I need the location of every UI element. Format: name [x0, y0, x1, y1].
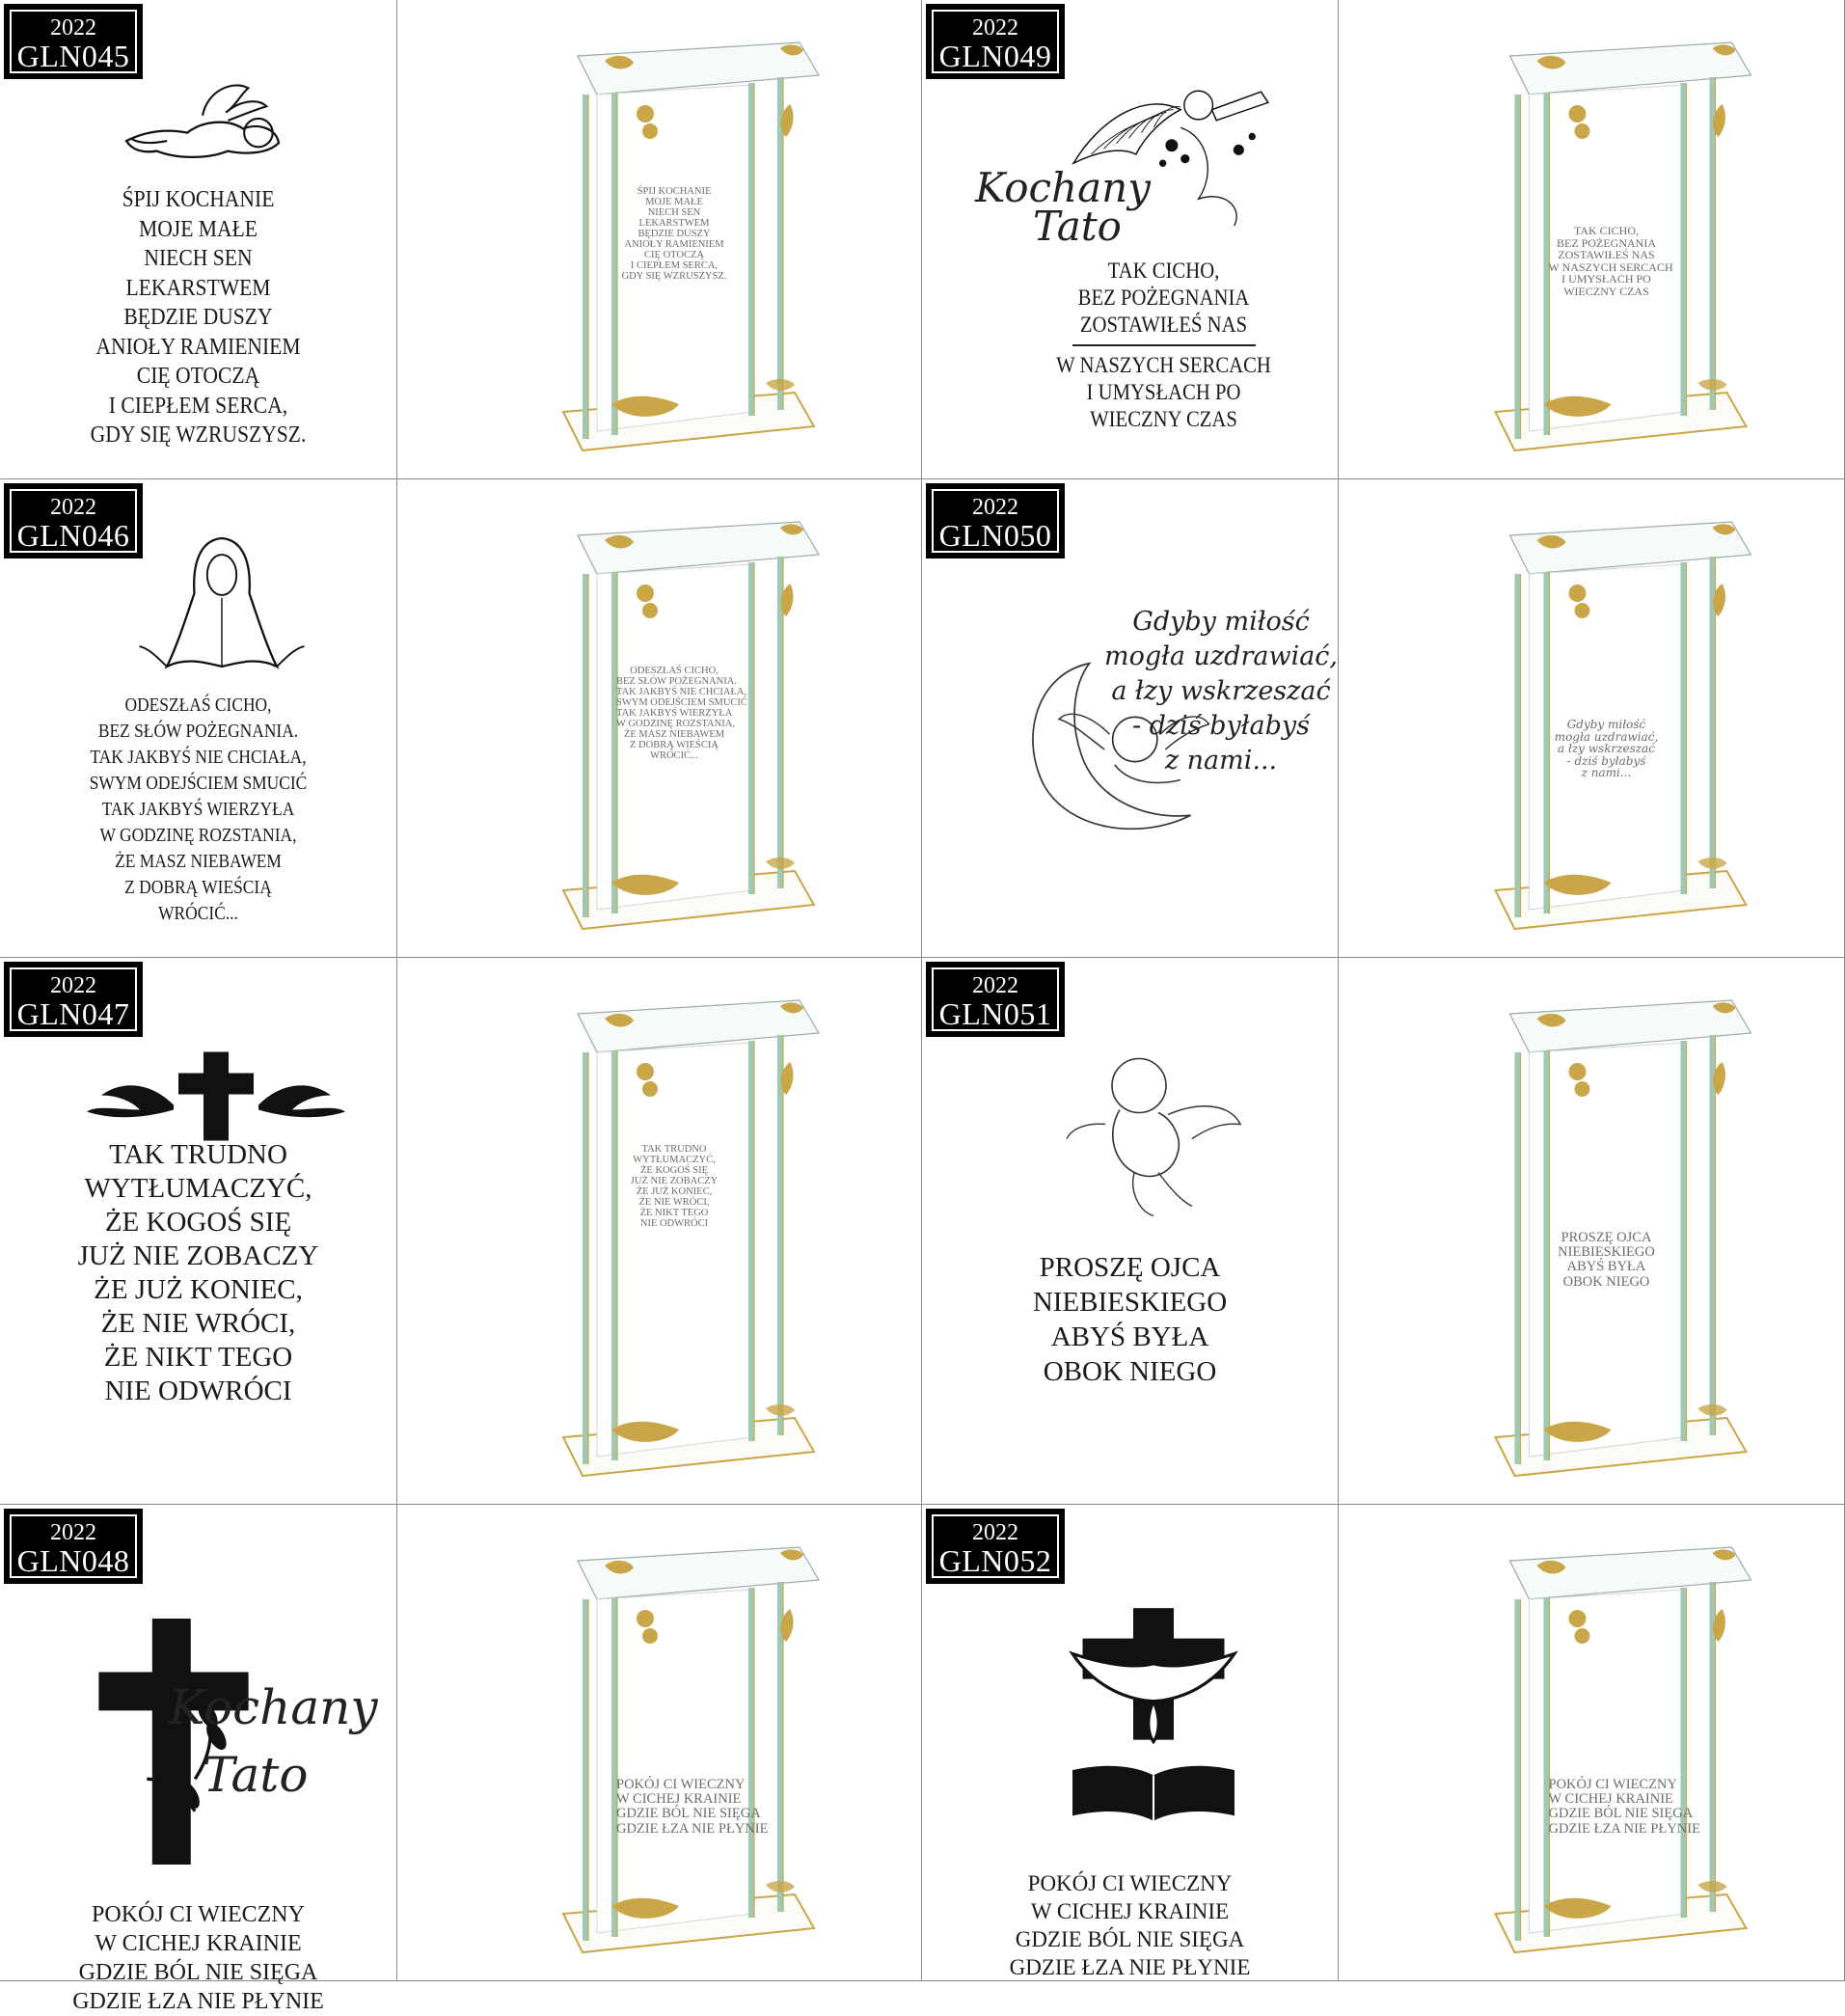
glass-text-line: JUŻ NIE ZOBACZY: [630, 1176, 719, 1187]
design-cell[interactable]: [0, 0, 397, 479]
script-heading: [975, 164, 1151, 250]
verse-line: MOJE MAŁE: [138, 216, 258, 242]
script-line: Kochany: [975, 164, 1151, 211]
verse-line: ŻE MASZ NIEBAWEM: [115, 851, 282, 872]
glass-text-line: GDY SIĘ WZRUSZYSZ.: [621, 271, 727, 283]
script-line: - dziś byłabyś: [1131, 711, 1311, 741]
verse-line: W CICHEJ KRAINIE: [95, 1931, 302, 1956]
verse-line: W CICHEJ KRAINIE: [1030, 1899, 1230, 1923]
verse-line: TAK JAKBYŚ WIERZYŁA: [101, 799, 295, 820]
verse-line: BEZ POŻEGNANIA: [1077, 286, 1250, 310]
glass-text-line: ANIOŁY RAMIENIEM: [624, 239, 724, 251]
verse-line: NIE ODWRÓCI: [104, 1376, 292, 1406]
glass-text-line: NIEBIESKIEGO: [1558, 1244, 1655, 1261]
product-photo-cell[interactable]: [397, 0, 922, 479]
verse-line: POKÓJ CI WIECZNY: [1027, 1871, 1233, 1895]
glass-text-line: TAK CICHO,: [1573, 224, 1640, 237]
glass-text-line: ZOSTAWIŁEŚ NAS: [1558, 248, 1655, 262]
epitaph-verse: [990, 258, 1338, 433]
cross-dove-book-icon: [1052, 1601, 1255, 1833]
epitaph-verse: [922, 1869, 1338, 1981]
script-line: a łzy wskrzeszać: [1111, 676, 1331, 706]
script-line: Tato: [203, 1747, 309, 1803]
engraved-glass-text: [1549, 719, 1665, 779]
glass-text-line: OBOK NIEGO: [1562, 1273, 1650, 1290]
glass-text-line: z nami...: [1581, 766, 1632, 780]
product-photo: [397, 0, 921, 478]
glass-text-line: a łzy wskrzeszać: [1558, 742, 1655, 756]
verse-line: POKÓJ CI WIECZNY: [92, 1902, 305, 1927]
verse-line: NIEBIESKIEGO: [1032, 1287, 1228, 1318]
verse-line: BEZ SŁÓW POŻEGNANIA.: [97, 721, 299, 742]
glass-lantern-illustration: [1339, 1505, 1845, 1981]
glass-text-line: ŻE KOGOŚ SIĘ: [640, 1165, 708, 1177]
engraved-glass-text: [1548, 1777, 1700, 1837]
script-line: Gdyby miłość: [1132, 607, 1310, 637]
verse-divider: [1072, 344, 1256, 346]
badge-code: GLN051: [938, 996, 1052, 1031]
product-photo: [397, 479, 921, 957]
glass-text-line: - dziś byłabyś: [1566, 753, 1646, 768]
glass-text-line: GDZIE BÓL NIE SIĘGA: [616, 1806, 761, 1822]
product-photo: [397, 1505, 921, 1980]
badge-year: 2022: [50, 495, 96, 520]
verse-line: ODESZŁAŚ CICHO,: [124, 695, 272, 716]
glass-text-line: W CICHEJ KRAINIE: [1548, 1791, 1673, 1808]
verse-line: W GODZINĘ ROZSTANIA,: [99, 825, 297, 846]
script-line: Kochany: [169, 1679, 378, 1735]
badge-code: GLN045: [16, 39, 130, 73]
glass-text-line: GDZIE BÓL NIE SIĘGA: [1548, 1806, 1694, 1822]
glass-text-line: GDZIE ŁZA NIE PŁYNIE: [616, 1820, 769, 1837]
design-cell[interactable]: [0, 1505, 397, 2014]
glass-text-line: PROSZĘ OJCA: [1560, 1230, 1652, 1245]
verse-line: ANIOŁY RAMIENIEM: [95, 334, 301, 360]
epitaph-design: [0, 0, 396, 478]
verse-line: GDZIE ŁZA NIE PŁYNIE: [1009, 1955, 1251, 1979]
glass-text-line: ŻE MASZ NIEBAWEM: [623, 729, 725, 741]
product-photo-cell[interactable]: [1339, 958, 1845, 1505]
badge-year: 2022: [972, 15, 1018, 41]
verse-line: ŻE JUŻ KONIEC,: [94, 1274, 303, 1305]
praying-madonna-icon: [130, 518, 313, 687]
glass-text-line: POKÓJ CI WIECZNY: [616, 1777, 746, 1792]
engraved-glass-text: [616, 666, 747, 762]
badge-year: 2022: [972, 495, 1018, 520]
glass-text-line: W CICHEJ KRAINIE: [616, 1791, 742, 1808]
glass-text-line: GDZIE ŁZA NIE PŁYNIE: [1548, 1820, 1700, 1837]
verse-line: I UMYSŁACH PO: [1086, 380, 1241, 404]
glass-text-line: ŻE NIE WRÓCI,: [638, 1197, 710, 1209]
verse-line: I CIEPŁEM SERCA,: [108, 393, 288, 419]
glass-text-line: mogła uzdrawiać,: [1554, 729, 1659, 744]
verse-line: W NASZYCH SERCACH: [1056, 353, 1271, 377]
epitaph-design: [922, 1505, 1338, 1980]
epitaph-verse: [0, 1900, 396, 2016]
glass-text-line: W NASZYCH SERCACH: [1548, 259, 1673, 274]
glass-text-line: WYTŁUMACZYĆ,: [633, 1155, 716, 1166]
glass-text-line: Z DOBRĄ WIEŚCIĄ: [630, 740, 719, 751]
badge-year: 2022: [972, 973, 1018, 998]
verse-line: ŻE KOGOŚ SIĘ: [104, 1207, 292, 1238]
glass-text-line: CIĘ OTOCZĄ: [644, 250, 704, 261]
cherub-icon: [1047, 1030, 1250, 1238]
epitaph-design: [922, 479, 1338, 957]
glass-text-line: NIECH SEN: [647, 207, 701, 219]
badge-year: 2022: [50, 973, 96, 998]
design-cell[interactable]: [922, 0, 1339, 479]
glass-text-line: SWYM ODEJŚCIEM SMUCIĆ: [616, 697, 747, 709]
verse-line: Z DOBRĄ WIEŚCIĄ: [124, 877, 272, 898]
epitaph-verse: [922, 1250, 1338, 1389]
glass-text-line: POKÓJ CI WIECZNY: [1548, 1777, 1677, 1792]
glass-text-line: WRÓCIĆ...: [650, 750, 698, 762]
epitaph-design: [0, 958, 396, 1504]
verse-line: ŚPIJ KOCHANIE: [122, 187, 275, 212]
epitaph-verse: [0, 1138, 396, 1408]
glass-text-line: Gdyby miłość: [1566, 718, 1646, 731]
glass-text-line: I UMYSŁACH PO: [1561, 272, 1651, 286]
badge-year: 2022: [50, 15, 96, 41]
glass-text-line: ŻE NIKT TEGO: [639, 1208, 709, 1219]
verse-line: SWYM ODEJŚCIEM SMUCIĆ: [89, 773, 308, 794]
verse-line: TAK TRUDNO: [109, 1139, 287, 1170]
badge-code: GLN050: [938, 518, 1052, 553]
glass-text-line: BĘDZIE DUSZY: [638, 229, 711, 240]
glass-text-line: WIECZNY CZAS: [1563, 284, 1649, 298]
verse-line: GDZIE ŁZA NIE PŁYNIE: [72, 1989, 324, 2014]
badge-code: GLN049: [938, 39, 1052, 73]
glass-text-line: ABYŚ BYŁA: [1566, 1259, 1646, 1275]
epitaph-design: [922, 958, 1338, 1504]
epitaph-design: [0, 479, 396, 957]
sleeping-angel-icon: [106, 68, 299, 174]
script-line: z nami...: [1164, 746, 1278, 776]
verse-line: NIECH SEN: [144, 246, 253, 271]
design-cell[interactable]: [0, 479, 397, 958]
verse-line: TAK CICHO,: [1107, 259, 1220, 283]
verse-line: WIECZNY CZAS: [1090, 407, 1237, 431]
glass-text-line: ŻE JUŻ KONIEC,: [636, 1186, 713, 1198]
verse-line: LEKARSTWEM: [125, 275, 271, 301]
product-photo: [1339, 958, 1844, 1504]
glass-text-line: BEZ SŁÓW POŻEGNANIA.: [616, 676, 737, 688]
glass-text-line: W GODZINĘ ROZSTANIA,: [616, 719, 735, 730]
glass-text-line: I CIEPŁEM SERCA,: [630, 260, 719, 272]
verse-line: BĘDZIE DUSZY: [123, 305, 273, 330]
design-cell[interactable]: [0, 958, 397, 1505]
design-cell[interactable]: [922, 958, 1339, 1505]
verse-line: JUŻ NIE ZOBACZY: [77, 1240, 319, 1271]
engraved-glass-text: [1549, 1231, 1665, 1290]
verse-line: ZOSTAWIŁEŚ NAS: [1079, 313, 1248, 337]
cross-with-ornament-icon: [82, 1049, 352, 1146]
product-photo: [397, 958, 921, 1504]
verse-line: GDZIE BÓL NIE SIĘGA: [78, 1960, 318, 1985]
badge-year: 2022: [972, 1520, 1018, 1545]
verse-line: TAK JAKBYŚ NIE CHCIAŁA,: [90, 747, 307, 768]
verse-line: WYTŁUMACZYĆ,: [84, 1173, 312, 1204]
engraved-glass-text: [1548, 224, 1673, 298]
verse-line: PROSZĘ OJCA: [1039, 1252, 1221, 1283]
epitaph-design: [0, 1505, 396, 2014]
product-photo-cell[interactable]: [1339, 0, 1845, 479]
glass-text-line: BEZ POŻEGNANIA: [1557, 235, 1656, 250]
epitaph-verse: [0, 185, 396, 450]
engraved-glass-text: [616, 186, 732, 282]
verse-line: GDZIE BÓL NIE SIĘGA: [1015, 1927, 1245, 1951]
epitaph-verse: [0, 693, 396, 927]
glass-lantern-illustration: [397, 958, 922, 1505]
badge-code: GLN048: [16, 1543, 130, 1578]
glass-text-line: NIE ODWRÓCI: [639, 1218, 709, 1230]
engraved-glass-text: [616, 1777, 769, 1837]
badge-year: 2022: [50, 1520, 96, 1545]
product-photo-cell[interactable]: [1339, 479, 1845, 958]
glass-text-line: TAK JAKBYŚ WIERZYŁA: [616, 708, 733, 720]
epitaph-design: [922, 0, 1338, 478]
badge-code: GLN052: [938, 1543, 1052, 1578]
glass-text-line: TAK TRUDNO: [641, 1144, 707, 1155]
script-heading: [169, 1674, 378, 1809]
glass-text-line: ŚPIJ KOCHANIE: [637, 186, 712, 197]
design-cell[interactable]: [922, 479, 1339, 958]
glass-text-line: MOJE MAŁE: [645, 197, 703, 208]
verse-line: CIĘ OTOCZĄ: [136, 364, 260, 389]
engraved-glass-text: [616, 1144, 732, 1229]
badge-code: GLN046: [16, 518, 130, 553]
badge-code: GLN047: [16, 996, 130, 1031]
glass-text-line: ODESZŁAŚ CICHO,: [630, 666, 719, 676]
verse-line: OBOK NIEGO: [1043, 1356, 1217, 1387]
design-cell[interactable]: [922, 1505, 1339, 1981]
product-photo-cell[interactable]: [397, 958, 922, 1505]
product-photo: [1339, 1505, 1844, 1980]
product-photo: [1339, 479, 1844, 957]
glass-lantern-illustration: [397, 1505, 922, 1981]
verse-line: ŻE NIE WRÓCI,: [100, 1308, 296, 1339]
verse-line: WRÓCIĆ...: [158, 903, 238, 924]
glass-text-line: LEKARSTWEM: [638, 218, 710, 230]
script-line: mogła uzdrawiać,: [1103, 641, 1339, 671]
script-heading: [1096, 605, 1346, 778]
verse-line: GDY SIĘ WZRUSZYSZ.: [90, 422, 307, 448]
verse-line: ABYŚ BYŁA: [1050, 1321, 1209, 1352]
product-photo-cell[interactable]: [397, 1505, 922, 1981]
verse-line: ŻE NIKT TEGO: [103, 1342, 293, 1373]
script-line: Tato: [1033, 203, 1122, 250]
product-photo-cell[interactable]: [397, 479, 922, 958]
product-photo: [1339, 0, 1844, 478]
product-photo-cell[interactable]: [1339, 1505, 1845, 1981]
glass-text-line: TAK JAKBYŚ NIE CHCIAŁA,: [616, 687, 747, 698]
